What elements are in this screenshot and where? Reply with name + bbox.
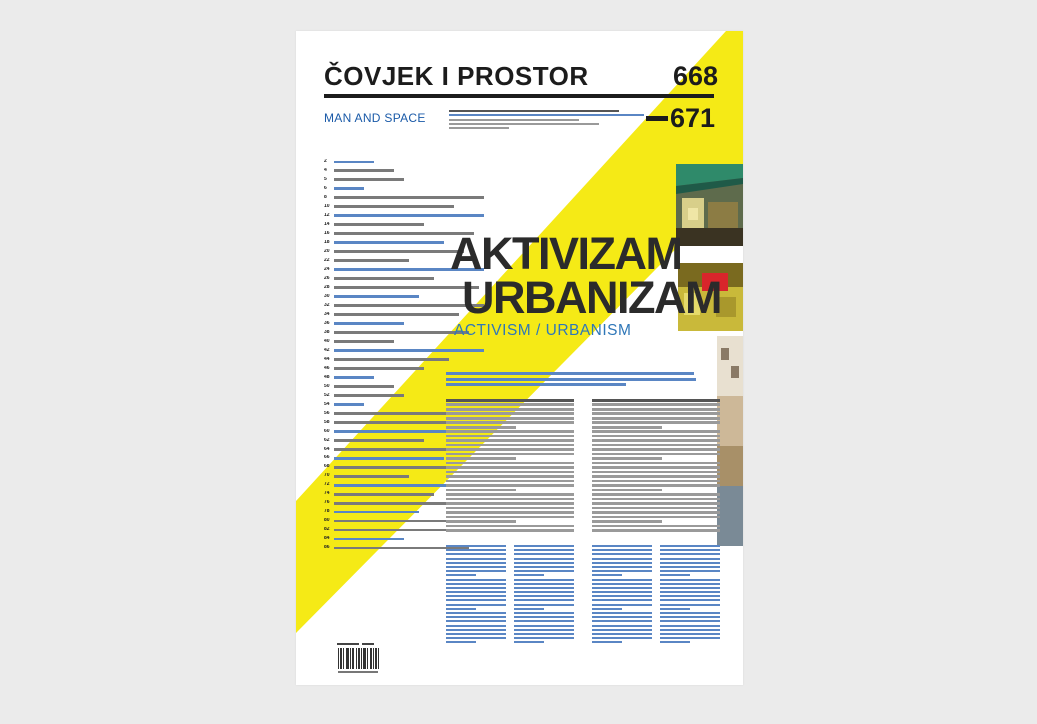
toc-page-number: 18 (324, 239, 330, 244)
toc-entry-text (334, 241, 444, 244)
barcode-bar (353, 648, 354, 669)
issue-number-top: 668 (673, 61, 719, 91)
barcode-bar (365, 648, 366, 669)
toc-entry-text (334, 178, 404, 181)
barcode-bar (346, 648, 347, 669)
barcode-bar (373, 648, 374, 669)
toc-entry-text (334, 385, 394, 388)
barcode-bar (350, 648, 351, 669)
toc-page-number: 6 (324, 185, 327, 191)
toc-entry-text (334, 169, 394, 172)
toc-entry-text (334, 196, 484, 199)
toc-item (324, 357, 494, 361)
toc-page-number: 44 (324, 356, 330, 361)
toc-page-number: 58 (324, 419, 330, 424)
toc-page-number: 42 (324, 347, 330, 352)
toc-page-number: 40 (324, 338, 330, 343)
toc-entry-text (334, 214, 484, 217)
toc-page-number: 16 (324, 230, 330, 235)
toc-page-number: 68 (324, 464, 330, 469)
market-photo-top (676, 164, 743, 246)
toc-item (324, 195, 494, 199)
toc-item (324, 204, 494, 208)
toc-entry-text (334, 286, 479, 289)
toc-page-number: 84 (324, 536, 330, 541)
headline-aktivizam: AKTIVIZAM (450, 228, 682, 279)
body-column (446, 399, 574, 534)
article-body-columns (446, 399, 730, 661)
toc-item (324, 213, 494, 217)
toc-entry-text (334, 475, 409, 478)
toc-page-number: 60 (324, 428, 330, 433)
toc-page-number: 10 (324, 203, 330, 209)
toc-page-number: 64 (324, 446, 330, 451)
toc-entry-text (334, 367, 424, 370)
toc-entry-text (334, 331, 469, 334)
toc-page-number: 2 (324, 159, 327, 164)
barcode-bar (371, 648, 372, 669)
toc-item (324, 393, 494, 397)
toc-page-number: 66 (324, 455, 330, 460)
toc-entry-text (334, 538, 404, 541)
body-column (592, 399, 720, 534)
toc-page-number: 8 (324, 194, 327, 200)
barcode-bar (352, 648, 353, 669)
barcode-bar (338, 648, 339, 669)
title-rule (324, 94, 714, 98)
masthead-info (449, 110, 649, 131)
toc-entry-text (334, 187, 364, 190)
barcode-bar (364, 648, 365, 669)
barcode-bar (358, 648, 359, 669)
toc-entry-text (334, 340, 394, 343)
toc-page-number: 36 (324, 320, 330, 325)
barcode-bar (363, 648, 364, 669)
toc-page-number: 62 (324, 437, 330, 442)
toc-page-number: 34 (324, 311, 330, 316)
barcode (336, 643, 382, 675)
toc-page-number: 26 (324, 275, 330, 280)
toc-page-number: 80 (324, 518, 330, 523)
toc-page-number: 20 (324, 248, 330, 253)
barcode-bar (343, 648, 344, 669)
magazine-title: ČOVJEK I PROSTOR (324, 61, 589, 91)
barcode-bar (340, 648, 341, 669)
body-column-lower (514, 545, 574, 646)
toc-page-number: 56 (324, 410, 330, 415)
barcode-bar (348, 648, 349, 669)
toc-page-number: 72 (324, 482, 330, 487)
barcode-bar (367, 648, 368, 669)
barcode-bar (361, 648, 362, 669)
headline-urbanizam: URBANIZAM (462, 272, 721, 323)
barcode-bar (375, 648, 376, 669)
toc-page-number: 50 (324, 383, 330, 388)
magazine-subtitle-en: MAN AND SPACE (324, 111, 426, 125)
magazine-cover (296, 31, 743, 685)
toc-item (324, 168, 494, 172)
toc-entry-text (334, 250, 464, 253)
toc-page-number: 54 (324, 401, 330, 406)
toc-item (324, 159, 494, 163)
toc-entry-text (334, 161, 374, 164)
barcode-bar (341, 648, 342, 669)
barcode-bar (370, 648, 371, 669)
barcode-bar (376, 648, 377, 669)
toc-entry-text (334, 466, 464, 469)
toc-page-number: 12 (324, 212, 330, 217)
toc-page-number: 78 (324, 509, 330, 514)
toc-page-number: 4 (324, 167, 327, 173)
toc-entry-text (334, 376, 374, 379)
toc-page-number: 28 (324, 284, 330, 289)
toc-page-number: 38 (324, 329, 330, 334)
toc-entry-text (334, 403, 364, 406)
toc-entry-text (334, 439, 424, 442)
barcode-bar (359, 648, 360, 669)
toc-page-number: 70 (324, 473, 330, 478)
toc-item (324, 186, 494, 190)
toc-entry-text (334, 259, 409, 262)
barcode-bar (378, 648, 379, 669)
toc-entry-text (334, 322, 404, 325)
body-column-lower (592, 545, 652, 646)
toc-page-number: 32 (324, 302, 330, 307)
toc-entry-text (334, 421, 454, 424)
toc-page-number: 48 (324, 374, 330, 379)
toc-entry-text (334, 277, 434, 280)
toc-entry-text (334, 511, 419, 514)
toc-entry-text (334, 394, 404, 397)
toc-entry-text (334, 205, 454, 208)
toc-page-number: 46 (324, 365, 330, 370)
body-column-lower (660, 545, 720, 646)
toc-entry-text (334, 493, 434, 496)
toc-item (324, 222, 494, 226)
headline-english: ACTIVISM / URBANISM (454, 322, 632, 339)
toc-page-number: 24 (324, 266, 330, 271)
toc-entry-text (334, 358, 449, 361)
toc-page-number: 52 (324, 392, 330, 397)
toc-page-number: 82 (324, 527, 330, 532)
toc-entry-text (334, 223, 424, 226)
body-column-lower (446, 545, 506, 646)
toc-item (324, 348, 494, 352)
toc-entry-text (334, 457, 444, 460)
toc-entry-text (334, 313, 459, 316)
toc-entry-text (334, 529, 459, 532)
toc-page-number: 14 (324, 221, 330, 226)
barcode-bar (356, 648, 357, 669)
toc-page-number: 22 (324, 257, 330, 262)
toc-page-number: 5 (324, 176, 327, 182)
toc-entry-text (334, 295, 419, 298)
toc-entry-text (334, 349, 484, 352)
toc-page-number: 74 (324, 491, 330, 496)
barcode-bar (347, 648, 348, 669)
toc-item (324, 366, 494, 370)
issue-number-bottom: 671 (670, 103, 716, 133)
issue-dash (646, 116, 668, 121)
lead-paragraph (446, 372, 696, 389)
toc-item (324, 177, 494, 181)
toc-page-number: 86 (324, 545, 330, 550)
toc-page-number: 76 (324, 500, 330, 505)
toc-page-number: 30 (324, 293, 330, 298)
